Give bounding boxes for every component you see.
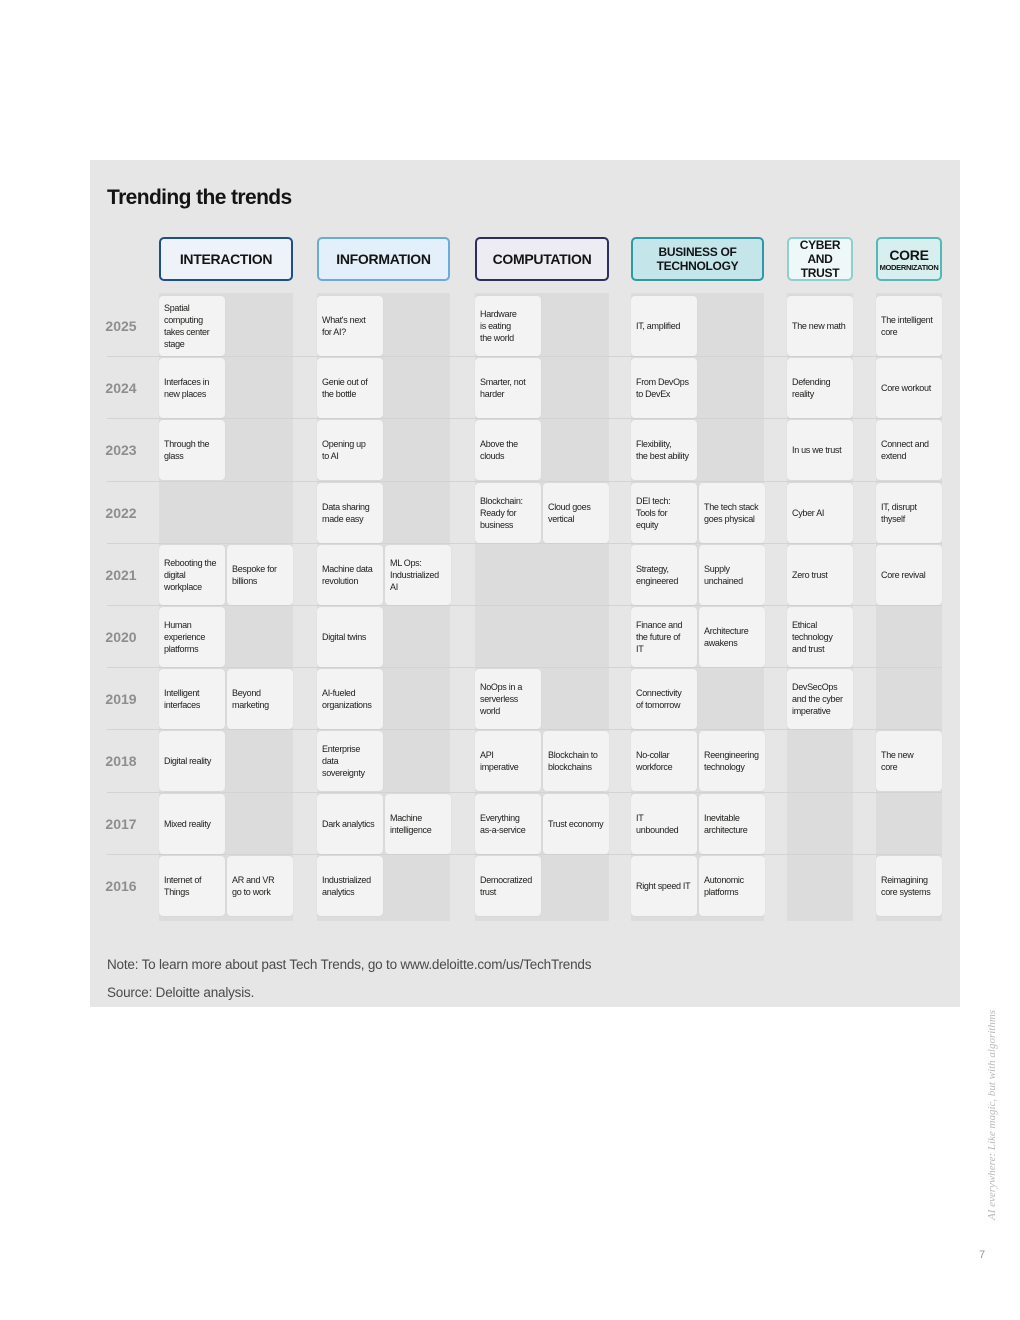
- trend-card: Zero trust: [787, 545, 853, 605]
- column-header-sublabel: MODERNIZATION: [879, 262, 939, 272]
- trend-card: ML Ops: Industrialized AI: [385, 545, 451, 605]
- trend-card: Industrialized analytics: [317, 856, 383, 916]
- trend-card: Flexibility, the best ability: [631, 420, 697, 480]
- column-header-label: CORE: [889, 246, 929, 263]
- trend-card: Interfaces in new places: [159, 358, 225, 418]
- trend-card: Spatial computing takes center stage: [159, 296, 225, 356]
- trend-card: The tech stack goes physical: [699, 483, 765, 543]
- trend-card: Mixed reality: [159, 794, 225, 854]
- year-label: 2021: [105, 567, 137, 583]
- trend-card: Democratized trust: [475, 856, 541, 916]
- row-divider: [107, 605, 942, 606]
- year-label: 2016: [105, 878, 137, 894]
- source-text: Source: Deloitte analysis.: [107, 985, 255, 1000]
- column-header-label: INFORMATION: [336, 250, 431, 267]
- trend-card: Bespoke for billions: [227, 545, 293, 605]
- row-divider: [107, 854, 942, 855]
- trend-card: AR and VR go to work: [227, 856, 293, 916]
- trend-card: Connect and extend: [876, 420, 942, 480]
- trend-card: Reengineering technology: [699, 731, 765, 791]
- trend-card: Trust economy: [543, 794, 609, 854]
- trend-card: Blockchain to blockchains: [543, 731, 609, 791]
- row-divider: [107, 481, 942, 482]
- column-header-label: BUSINESS OF TECHNOLOGY: [656, 245, 739, 273]
- column-header-interaction: [159, 237, 293, 281]
- trend-card: Dark analytics: [317, 794, 383, 854]
- trend-card: Right speed IT: [631, 856, 697, 916]
- trend-card: From DevOps to DevEx: [631, 358, 697, 418]
- trend-card: Connectivity of tomorrow: [631, 669, 697, 729]
- trend-card: Rebooting the digital workplace: [159, 545, 225, 605]
- column-header-business: [631, 237, 764, 281]
- note-text: Note: To learn more about past Tech Trends, go to www.deloitte.com/us/TechTrends: [107, 957, 592, 972]
- trend-card: Cloud goes vertical: [543, 483, 609, 543]
- trend-card: Cyber AI: [787, 483, 853, 543]
- year-label: 2020: [105, 629, 137, 645]
- trend-card: NoOps in a serverless world: [475, 669, 541, 729]
- trend-card: Finance and the future of IT: [631, 607, 697, 667]
- trend-card: Everything as-a-service: [475, 794, 541, 854]
- trend-card: No-collar workforce: [631, 731, 697, 791]
- trend-card: Intelligent interfaces: [159, 669, 225, 729]
- year-label: 2022: [105, 505, 137, 521]
- trend-card: In us we trust: [787, 420, 853, 480]
- row-divider: [107, 667, 942, 668]
- trend-card: What's next for AI?: [317, 296, 383, 356]
- trend-card: Machine data revolution: [317, 545, 383, 605]
- trend-card: Defending reality: [787, 358, 853, 418]
- trend-card: Reimagining core systems: [876, 856, 942, 916]
- trend-card: Architecture awakens: [699, 607, 765, 667]
- side-running-title: AI everywhere: Like magic, but with algorithms: [986, 1009, 998, 1220]
- year-label: 2024: [105, 380, 137, 396]
- year-label: 2018: [105, 753, 137, 769]
- trend-card: Human experience platforms: [159, 607, 225, 667]
- trend-card: Hardware is eating the world: [475, 296, 541, 356]
- row-divider: [107, 356, 942, 357]
- trend-card: AI-fueled organizations: [317, 669, 383, 729]
- trend-card: The new core: [876, 731, 942, 791]
- row-divider: [107, 792, 942, 793]
- row-divider: [107, 729, 942, 730]
- trend-card: Smarter, not harder: [475, 358, 541, 418]
- trend-card: Opening up to AI: [317, 420, 383, 480]
- trend-card: Strategy, engineered: [631, 545, 697, 605]
- year-label: 2025: [105, 318, 137, 334]
- column-header-computation: [475, 237, 609, 281]
- trend-card: Above the clouds: [475, 420, 541, 480]
- year-label: 2017: [105, 816, 137, 832]
- trend-card: Supply unchained: [699, 545, 765, 605]
- trend-card: IT unbounded: [631, 794, 697, 854]
- trend-card: Machine intelligence: [385, 794, 451, 854]
- trend-card: Digital twins: [317, 607, 383, 667]
- trend-card: Genie out of the bottle: [317, 358, 383, 418]
- column-header-label: INTERACTION: [179, 250, 273, 267]
- year-label: 2019: [105, 691, 137, 707]
- trend-card: The new math: [787, 296, 853, 356]
- trend-card: Beyond marketing: [227, 669, 293, 729]
- trend-card: Inevitable architecture: [699, 794, 765, 854]
- trend-card: API imperative: [475, 731, 541, 791]
- year-label: 2023: [105, 442, 137, 458]
- column-header-cyber: [787, 237, 853, 281]
- trend-card: Blockchain: Ready for business: [475, 483, 541, 543]
- trend-card: Digital reality: [159, 731, 225, 791]
- trend-card: IT, disrupt thyself: [876, 483, 942, 543]
- trend-card: Core revival: [876, 545, 942, 605]
- column-header-label: CYBER AND TRUST: [799, 238, 841, 280]
- trend-card: Through the glass: [159, 420, 225, 480]
- row-divider: [107, 543, 942, 544]
- trend-card: Enterprise data sovereignty: [317, 731, 383, 791]
- page-number: 7: [979, 1249, 986, 1261]
- trend-card: DevSecOps and the cyber imperative: [787, 669, 853, 729]
- row-divider: [107, 418, 942, 419]
- trend-card: Data sharing made easy: [317, 483, 383, 543]
- column-header-label: COMPUTATION: [492, 250, 592, 267]
- column-header-information: [317, 237, 450, 281]
- page-title: Trending the trends: [107, 186, 292, 209]
- trend-card: Autonomic platforms: [699, 856, 765, 916]
- trend-card: Ethical technology and trust: [787, 607, 853, 667]
- trend-card: IT, amplified: [631, 296, 697, 356]
- trend-card: Core workout: [876, 358, 942, 418]
- trend-card: Internet of Things: [159, 856, 225, 916]
- column-header-core: [876, 237, 942, 281]
- trend-card: DEI tech: Tools for equity: [631, 483, 697, 543]
- trend-card: The intelligent core: [876, 296, 942, 356]
